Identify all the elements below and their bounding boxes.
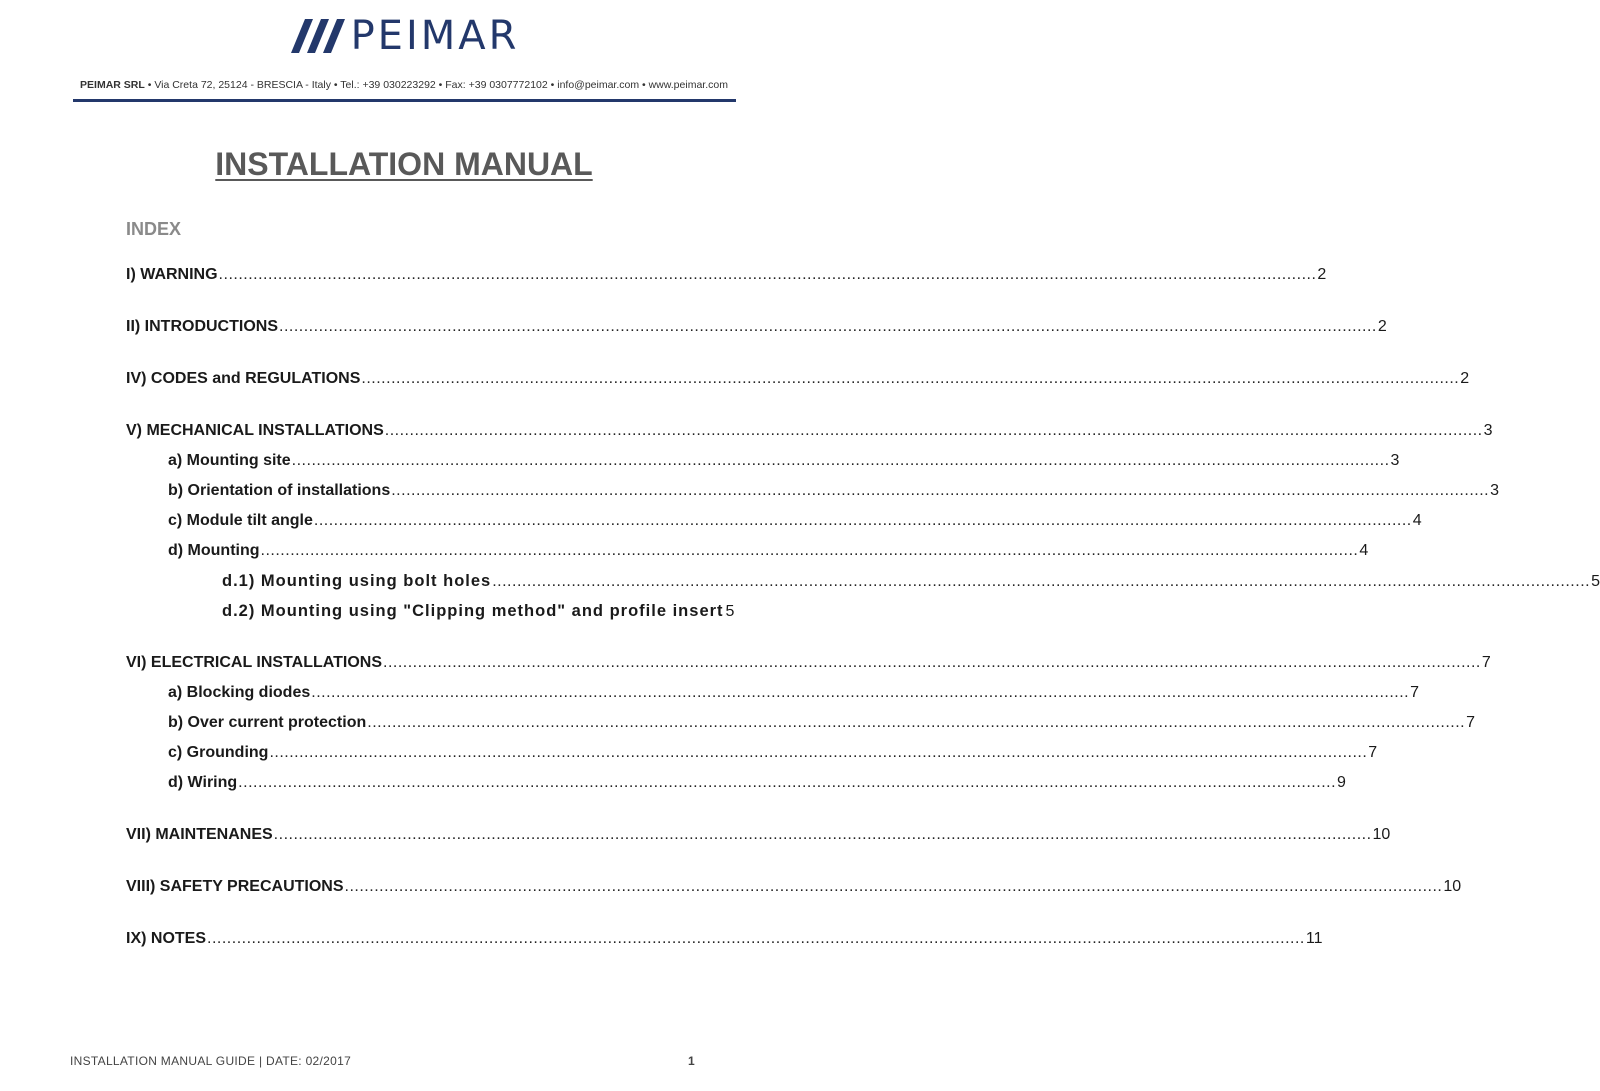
toc-entry-page: 2 bbox=[1317, 266, 1327, 283]
logo-wordmark: PEIMAR bbox=[350, 13, 520, 59]
toc-entry-page: 5 bbox=[725, 603, 735, 620]
toc-entry-page: 10 bbox=[1443, 878, 1462, 895]
toc-entry[interactable] bbox=[168, 742, 1378, 764]
toc-entry-label: d.2) Mounting using "Clipping method" and profile insert bbox=[222, 602, 724, 620]
toc-entry-page: 2 bbox=[1460, 370, 1470, 387]
toc-leader bbox=[384, 420, 1484, 442]
toc-entry-label: VI) ELECTRICAL INSTALLATIONS bbox=[126, 654, 382, 671]
toc-entry-page: 9 bbox=[1337, 774, 1346, 791]
toc-entry-label: d) Mounting bbox=[168, 542, 260, 559]
toc-entry-page: 7 bbox=[1481, 654, 1491, 671]
toc-entry[interactable] bbox=[222, 600, 735, 622]
toc-entry-label: V) MECHANICAL INSTALLATIONS bbox=[126, 422, 384, 439]
toc-entry-page: 3 bbox=[1483, 422, 1493, 439]
footer-text: INSTALLATION MANUAL GUIDE | DATE: 02/2017 bbox=[70, 1054, 352, 1068]
toc-leader bbox=[260, 540, 1360, 562]
toc-entry-page: 10 bbox=[1372, 826, 1391, 843]
toc-leader bbox=[218, 264, 1318, 286]
toc-leader bbox=[206, 928, 1306, 950]
peimar-logo bbox=[0, 13, 808, 59]
toc-entry[interactable] bbox=[168, 450, 1400, 472]
toc-entry[interactable] bbox=[222, 570, 1600, 592]
toc-entry-page: 2 bbox=[1377, 318, 1387, 335]
logo-slashes-icon bbox=[291, 17, 345, 55]
toc-entry[interactable] bbox=[126, 652, 1491, 674]
toc-entry-label: c) Grounding bbox=[168, 744, 269, 761]
toc-entry-label: IX) NOTES bbox=[126, 930, 207, 947]
toc-leader bbox=[310, 682, 1410, 704]
toc-entry-page: 4 bbox=[1359, 542, 1369, 559]
toc-leader bbox=[313, 510, 1413, 532]
toc-leader bbox=[382, 652, 1482, 674]
toc-entry[interactable] bbox=[126, 264, 1327, 286]
toc-entry[interactable] bbox=[126, 876, 1462, 898]
toc-entry-label: a) Mounting site bbox=[168, 452, 291, 469]
toc-entry-label: b) Orientation of installations bbox=[168, 482, 391, 499]
toc-entry[interactable] bbox=[168, 712, 1476, 734]
toc-entry[interactable] bbox=[126, 928, 1323, 950]
toc-leader bbox=[360, 368, 1460, 390]
toc-entry-page: 5 bbox=[1591, 573, 1600, 590]
toc-entry[interactable] bbox=[168, 540, 1369, 562]
toc-entry[interactable] bbox=[168, 772, 1346, 794]
toc-leader bbox=[278, 316, 1378, 338]
toc-leader bbox=[268, 742, 1368, 764]
toc-leader bbox=[273, 824, 1373, 846]
toc-entry-page: 3 bbox=[1490, 482, 1499, 499]
index-heading: INDEX bbox=[126, 219, 182, 239]
toc-entry-page: 4 bbox=[1412, 512, 1422, 529]
toc-entry[interactable] bbox=[126, 824, 1391, 846]
toc-leader bbox=[491, 571, 1591, 593]
toc-entry[interactable] bbox=[168, 682, 1420, 704]
toc-entry-label: IV) CODES and REGULATIONS bbox=[126, 370, 361, 387]
header-divider bbox=[73, 99, 736, 102]
toc-leader bbox=[390, 480, 1490, 502]
toc-entry[interactable] bbox=[126, 368, 1470, 390]
toc-leader bbox=[291, 450, 1391, 472]
toc-entry-label: a) Blocking diodes bbox=[168, 684, 311, 701]
toc-entry-label: II) INTRODUCTIONS bbox=[126, 318, 278, 335]
toc-entry-label: c) Module tilt angle bbox=[168, 512, 313, 529]
page-title: INSTALLATION MANUAL bbox=[215, 146, 593, 182]
toc-entry[interactable] bbox=[168, 510, 1422, 532]
toc-entry[interactable] bbox=[126, 420, 1493, 442]
toc-entry-page: 7 bbox=[1466, 714, 1476, 731]
toc-entry-label: d.1) Mounting using bolt holes bbox=[222, 572, 492, 590]
toc-leader bbox=[344, 876, 1444, 898]
toc-entry-page: 11 bbox=[1305, 930, 1323, 947]
toc-entry-label: VIII) SAFETY PRECAUTIONS bbox=[126, 878, 344, 895]
toc-entry-label: I) WARNING bbox=[126, 266, 218, 283]
footer-page-number: 1 bbox=[688, 1054, 695, 1068]
contact-details: • Via Creta 72, 25124 - BRESCIA - Italy • Tel.: +39 030223292 • Fax: +39 0307772102 • info@peimar.com • www.peimar.com bbox=[144, 79, 728, 91]
toc-entry-label: VII) MAINTENANES bbox=[126, 826, 273, 843]
toc-entry-page: 7 bbox=[1368, 744, 1378, 761]
toc-entry-label: b) Over current protection bbox=[168, 714, 367, 731]
contact-line bbox=[0, 79, 808, 91]
toc-leader bbox=[366, 712, 1466, 734]
toc-leader bbox=[237, 772, 1337, 794]
toc-entry[interactable] bbox=[168, 480, 1499, 502]
toc-entry-label: d) Wiring bbox=[168, 774, 238, 791]
company-name: PEIMAR SRL bbox=[80, 79, 145, 91]
toc-entry-page: 3 bbox=[1390, 452, 1400, 469]
toc-entry[interactable] bbox=[126, 316, 1387, 338]
toc-entry-page: 7 bbox=[1410, 684, 1420, 701]
